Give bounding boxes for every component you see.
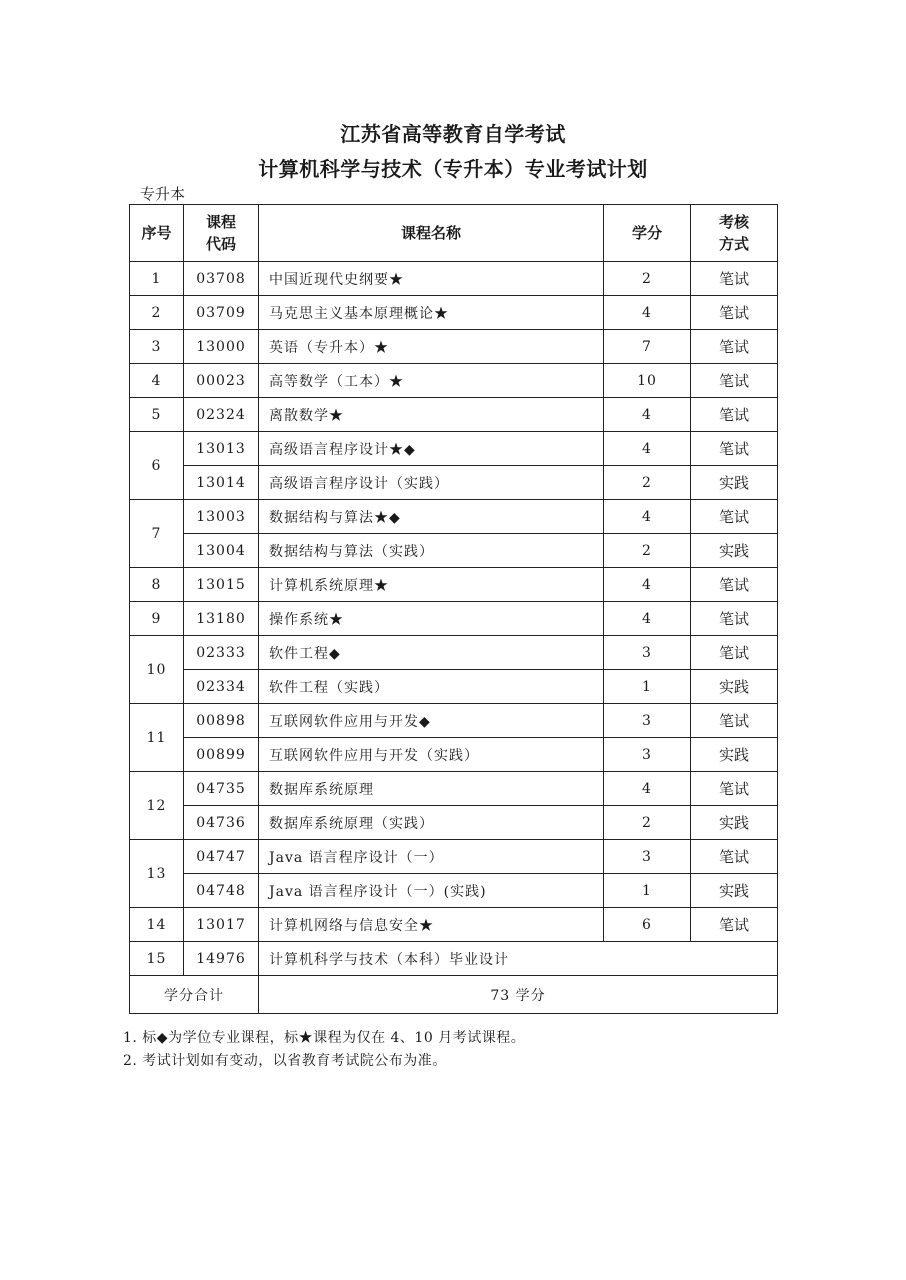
course-code: 03709 (184, 296, 259, 330)
table-row (130, 670, 778, 704)
table-row (130, 874, 778, 908)
row-seq: 5 (130, 398, 184, 432)
exam-mode: 笔试 (691, 500, 778, 534)
course-code: 04736 (184, 806, 259, 840)
course-credit: 4 (604, 500, 691, 534)
exam-mode: 笔试 (691, 636, 778, 670)
course-name: 数据库系统原理（实践） (259, 806, 604, 840)
course-code: 13015 (184, 568, 259, 602)
course-name: 中国近现代史纲要★ (259, 262, 604, 296)
course-credit: 2 (604, 262, 691, 296)
row-seq: 14 (130, 908, 184, 942)
header-code (184, 205, 259, 262)
course-name: Java 语言程序设计（一）(实践) (259, 874, 604, 908)
table-row (130, 466, 778, 500)
course-name: 数据结构与算法（实践） (259, 534, 604, 568)
course-name: 软件工程（实践） (259, 670, 604, 704)
exam-mode: 笔试 (691, 772, 778, 806)
course-code: 00899 (184, 738, 259, 772)
course-credit: 3 (604, 738, 691, 772)
table-row (130, 500, 778, 534)
table-row (130, 262, 778, 296)
course-code: 13013 (184, 432, 259, 466)
course-name: 操作系统★ (259, 602, 604, 636)
course-credit: 4 (604, 398, 691, 432)
course-credit: 4 (604, 432, 691, 466)
table-row (130, 840, 778, 874)
exam-mode: 实践 (691, 874, 778, 908)
exam-mode: 笔试 (691, 840, 778, 874)
course-credit: 3 (604, 636, 691, 670)
course-code: 13004 (184, 534, 259, 568)
course-name: 高等数学（工本）★ (259, 364, 604, 398)
course-code: 00023 (184, 364, 259, 398)
course-credit: 2 (604, 466, 691, 500)
course-code: 02333 (184, 636, 259, 670)
table-row (130, 738, 778, 772)
section-label: 专升本 (140, 185, 186, 203)
exam-plan-table (129, 204, 778, 1014)
course-name: 计算机系统原理★ (259, 568, 604, 602)
page-title: 江苏省高等教育自学考试 (340, 122, 566, 146)
exam-mode: 笔试 (691, 364, 778, 398)
row-seq: 3 (130, 330, 184, 364)
total-row (130, 976, 778, 1014)
header-name: 课程名称 (259, 205, 604, 262)
row-seq: 15 (130, 942, 184, 976)
row-seq: 11 (130, 704, 184, 772)
exam-mode: 笔试 (691, 330, 778, 364)
course-code: 02324 (184, 398, 259, 432)
table-row (130, 534, 778, 568)
course-name: 离散数学★ (259, 398, 604, 432)
course-code: 13000 (184, 330, 259, 364)
course-credit: 4 (604, 602, 691, 636)
course-code: 04748 (184, 874, 259, 908)
table-body (130, 262, 778, 976)
course-name: 高级语言程序设计（实践） (259, 466, 604, 500)
table-row (130, 432, 778, 466)
course-credit: 7 (604, 330, 691, 364)
course-name: 计算机网络与信息安全★ (259, 908, 604, 942)
table-row (130, 704, 778, 738)
course-code: 13003 (184, 500, 259, 534)
row-seq: 8 (130, 568, 184, 602)
exam-mode: 笔试 (691, 432, 778, 466)
table-row (130, 568, 778, 602)
course-code: 02334 (184, 670, 259, 704)
exam-mode: 实践 (691, 806, 778, 840)
course-name: 马克思主义基本原理概论★ (259, 296, 604, 330)
course-name: 英语（专升本）★ (259, 330, 604, 364)
course-name: 数据结构与算法★◆ (259, 500, 604, 534)
course-credit: 4 (604, 772, 691, 806)
course-name: 软件工程◆ (259, 636, 604, 670)
course-credit: 4 (604, 568, 691, 602)
course-code: 14976 (184, 942, 259, 976)
header-code-line2: 代码 (205, 235, 236, 253)
course-name: Java 语言程序设计（一） (259, 840, 604, 874)
course-name: 高级语言程序设计★◆ (259, 432, 604, 466)
table-row (130, 602, 778, 636)
table-row (130, 772, 778, 806)
header-credit: 学分 (604, 205, 691, 262)
table-row (130, 806, 778, 840)
table-row (130, 636, 778, 670)
course-code: 03708 (184, 262, 259, 296)
note-1: 1. 标◆为学位专业课程，标★课程为仅在 4、10 月考试课程。 (123, 1030, 526, 1046)
row-seq: 4 (130, 364, 184, 398)
row-seq: 7 (130, 500, 184, 568)
course-credit: 2 (604, 806, 691, 840)
exam-mode: 笔试 (691, 602, 778, 636)
row-seq: 6 (130, 432, 184, 500)
table-row (130, 942, 778, 976)
exam-mode: 笔试 (691, 296, 778, 330)
course-code: 13180 (184, 602, 259, 636)
row-seq: 10 (130, 636, 184, 704)
course-credit: 6 (604, 908, 691, 942)
exam-mode: 实践 (691, 670, 778, 704)
exam-mode: 笔试 (691, 704, 778, 738)
course-name: 互联网软件应用与开发◆ (259, 704, 604, 738)
table-header-row (130, 205, 778, 262)
page-subtitle: 计算机科学与技术（专升本）专业考试计划 (258, 157, 648, 181)
exam-mode: 笔试 (691, 262, 778, 296)
course-credit: 4 (604, 296, 691, 330)
header-mode (691, 205, 778, 262)
table-row (130, 908, 778, 942)
header-mode-line2: 方式 (718, 235, 749, 253)
header-mode-line1: 考核 (718, 213, 749, 231)
row-seq: 13 (130, 840, 184, 908)
note-2: 2. 考试计划如有变动，以省教育考试院公布为准。 (123, 1053, 447, 1069)
exam-mode: 实践 (691, 534, 778, 568)
exam-mode: 实践 (691, 466, 778, 500)
course-credit: 10 (604, 364, 691, 398)
course-credit: 3 (604, 704, 691, 738)
total-value: 73 学分 (259, 976, 778, 1014)
course-code: 13014 (184, 466, 259, 500)
exam-mode: 笔试 (691, 908, 778, 942)
row-seq: 9 (130, 602, 184, 636)
exam-mode: 笔试 (691, 398, 778, 432)
course-name: 数据库系统原理 (259, 772, 604, 806)
table-row (130, 330, 778, 364)
table-row (130, 364, 778, 398)
course-code: 04735 (184, 772, 259, 806)
exam-mode: 笔试 (691, 568, 778, 602)
row-seq: 2 (130, 296, 184, 330)
course-credit: 1 (604, 670, 691, 704)
row-seq: 12 (130, 772, 184, 840)
exam-mode: 实践 (691, 738, 778, 772)
row-seq: 1 (130, 262, 184, 296)
table-row (130, 398, 778, 432)
course-code: 04747 (184, 840, 259, 874)
header-code-line1: 课程 (205, 213, 236, 231)
header-seq: 序号 (130, 205, 184, 262)
course-code: 13017 (184, 908, 259, 942)
course-credit: 2 (604, 534, 691, 568)
course-credit: 1 (604, 874, 691, 908)
course-credit: 3 (604, 840, 691, 874)
course-name: 互联网软件应用与开发（实践） (259, 738, 604, 772)
course-name: 计算机科学与技术（本科）毕业设计 (259, 942, 778, 976)
total-label: 学分合计 (130, 976, 259, 1014)
table-row (130, 296, 778, 330)
course-code: 00898 (184, 704, 259, 738)
